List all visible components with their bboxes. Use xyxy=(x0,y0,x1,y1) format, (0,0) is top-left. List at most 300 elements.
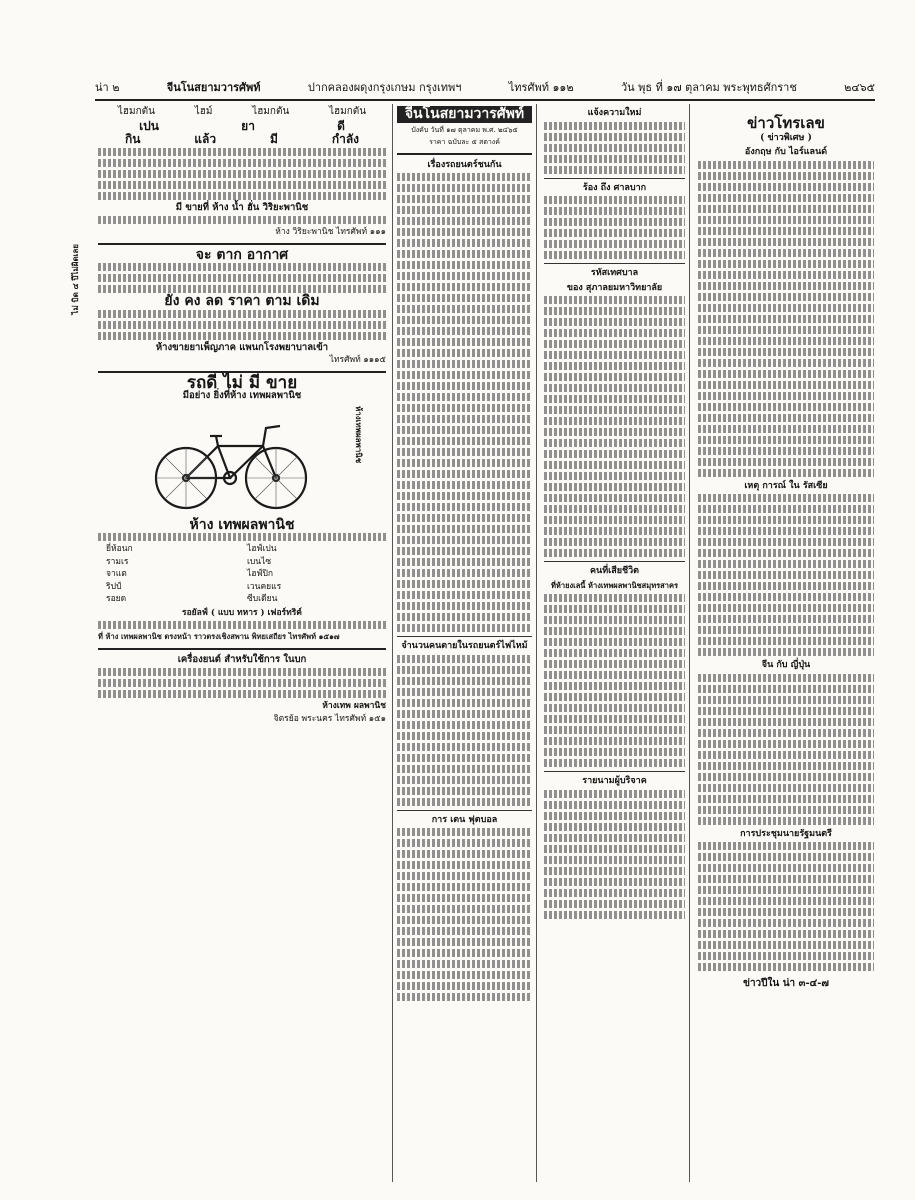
text-block xyxy=(397,754,532,762)
text-block xyxy=(98,668,386,676)
slogan-word: กิน xyxy=(124,132,141,146)
text-block xyxy=(544,144,685,152)
telegraph-news-subtitle: ( ข่าวพิเศษ ) xyxy=(760,132,812,143)
text-block xyxy=(544,660,685,668)
text-block xyxy=(544,461,685,469)
text-block xyxy=(544,218,685,226)
news-column-4 xyxy=(694,104,878,1182)
text-block xyxy=(544,483,685,491)
text-block xyxy=(544,494,685,502)
text-block xyxy=(698,381,874,389)
text-block xyxy=(397,393,532,401)
text-block xyxy=(544,801,685,809)
text-block xyxy=(698,762,874,770)
text-block xyxy=(698,817,874,825)
text-block xyxy=(544,834,685,842)
text-block xyxy=(397,655,532,663)
text-block xyxy=(544,472,685,480)
text-block xyxy=(544,616,685,624)
divider xyxy=(98,243,386,245)
text-block xyxy=(397,360,532,368)
text-block xyxy=(397,239,532,247)
text-block xyxy=(397,481,532,489)
brand-word-2: ไฮม์ xyxy=(194,106,213,117)
slogan-word: มี xyxy=(270,132,278,146)
text-block xyxy=(544,737,685,745)
text-block xyxy=(544,362,685,370)
text-block xyxy=(544,329,685,337)
text-block xyxy=(544,911,685,919)
text-block xyxy=(698,359,874,367)
text-block xyxy=(698,795,874,803)
slogan-word: เปน xyxy=(139,118,159,133)
text-block xyxy=(698,806,874,814)
slogan-row-2 xyxy=(98,134,386,145)
bicycle-ad-subheading: มีอย่าง ยิ่งที่ห้าง เทพผลพานิช xyxy=(182,390,302,401)
text-block xyxy=(397,206,532,214)
bicycle-illustration xyxy=(98,406,386,516)
text-block xyxy=(698,729,874,737)
text-block xyxy=(698,348,874,356)
text-block xyxy=(698,571,874,579)
text-block xyxy=(698,696,874,704)
text-block xyxy=(698,582,874,590)
text-block xyxy=(397,982,532,990)
shop-telephone-2: ไทรศัพท์ ๑๑๑๕ xyxy=(329,355,386,365)
text-block xyxy=(397,525,532,533)
text-block xyxy=(544,155,685,163)
text-block xyxy=(698,604,874,612)
text-block xyxy=(544,549,685,557)
issue-year: ๒๔๖๕ xyxy=(844,81,875,94)
text-block xyxy=(544,649,685,657)
divider xyxy=(544,771,685,772)
text-block xyxy=(397,547,532,555)
text-block xyxy=(98,148,386,156)
text-block xyxy=(544,122,685,130)
text-block xyxy=(544,594,685,602)
text-block xyxy=(397,294,532,302)
text-block xyxy=(544,638,685,646)
bicycle-ad-heading: รถดี ไม่ มี ขาย xyxy=(186,372,298,393)
text-block xyxy=(544,340,685,348)
shop-signature-1: ห้าง วิริยะพานิช ไทรศัพท์ ๑๑๑ xyxy=(275,227,386,237)
text-block xyxy=(397,569,532,577)
text-block xyxy=(698,194,874,202)
text-block xyxy=(698,271,874,279)
text-block xyxy=(397,305,532,313)
ads-column xyxy=(70,104,386,1182)
text-block xyxy=(98,310,386,318)
text-block xyxy=(397,228,532,236)
telegraph-news-subtitle-2: อังกฤษ กับ ไอร์แลนด์ xyxy=(744,147,828,157)
divider xyxy=(544,561,685,562)
text-block xyxy=(544,207,685,215)
text-block xyxy=(397,677,532,685)
slogan-word: ดี xyxy=(337,118,345,133)
text-block xyxy=(397,371,532,379)
text-block xyxy=(397,938,532,946)
article-heading-donors: รายนามผู้บริจาค xyxy=(582,776,647,786)
text-block xyxy=(698,425,874,433)
issue-date: วัน พุธ ที่ ๑๗ ตุลาคม พระพุทธศักราช xyxy=(620,81,797,94)
text-block xyxy=(698,538,874,546)
text-block xyxy=(397,316,532,324)
text-block xyxy=(397,415,532,423)
text-block xyxy=(544,693,685,701)
text-block xyxy=(698,952,874,960)
text-block xyxy=(397,666,532,674)
text-block xyxy=(397,349,532,357)
text-block xyxy=(698,238,874,246)
text-block xyxy=(698,205,874,213)
vertical-side-note: ไม่ บิด ๔ ปีไม่ผิดเลย xyxy=(70,244,80,315)
text-block xyxy=(544,450,685,458)
text-block xyxy=(397,459,532,467)
article-heading-car-crash: เรื่องรถยนตร์ชนกัน xyxy=(427,159,502,170)
text-block xyxy=(397,732,532,740)
text-block xyxy=(544,296,685,304)
text-block xyxy=(98,159,386,167)
text-block xyxy=(397,624,532,632)
text-block xyxy=(397,382,532,390)
article-heading-municipal: รหัสเทศบาล xyxy=(590,268,639,278)
article-heading-football: การ เตน ฟุตบอล xyxy=(431,814,498,825)
text-block xyxy=(544,715,685,723)
text-block xyxy=(698,615,874,623)
text-block xyxy=(698,505,874,513)
page-number: น่า ๒ xyxy=(95,81,120,94)
text-block xyxy=(698,773,874,781)
text-block xyxy=(544,318,685,326)
masthead-dateline: บังคับ วันที่ ๑๗ ตุลาคม พ.ศ. ๒๔๖๕ xyxy=(411,125,518,134)
text-block xyxy=(397,916,532,924)
text-block xyxy=(698,370,874,378)
text-block xyxy=(698,626,874,634)
text-block xyxy=(98,216,386,224)
text-block xyxy=(544,406,685,414)
text-block xyxy=(698,282,874,290)
text-block xyxy=(544,900,685,908)
news-column-3 xyxy=(540,104,690,1182)
text-block xyxy=(698,337,874,345)
text-block xyxy=(544,166,685,174)
text-block xyxy=(698,864,874,872)
text-block xyxy=(698,930,874,938)
text-block xyxy=(544,395,685,403)
text-block xyxy=(698,648,874,656)
article-heading-deaths: คนที่เสียชีวิต xyxy=(590,566,639,576)
article-heading-russia: เหตุ การณ์ ใน รัสเซีย xyxy=(744,480,828,491)
text-block xyxy=(397,971,532,979)
article-subheading-university: ของ สุภาลยมหาวิทยาลัย xyxy=(566,282,663,293)
slogan-word: กำลัง xyxy=(331,132,360,146)
text-block xyxy=(397,184,532,192)
text-block xyxy=(698,886,874,894)
bicycle-icon xyxy=(98,406,386,516)
brand-item: ไฮฟ์เปน xyxy=(247,544,277,554)
text-block xyxy=(397,272,532,280)
slogan-row-1 xyxy=(98,118,386,133)
text-block xyxy=(397,850,532,858)
text-block xyxy=(544,505,685,513)
text-block xyxy=(698,392,874,400)
text-block xyxy=(698,527,874,535)
brand-item: จาแต xyxy=(106,569,127,579)
ad-top-brand-row xyxy=(98,107,386,118)
text-block xyxy=(98,679,386,687)
article-subheading-deaths: ที่ห้ายงเลนี้ ห้างเทพผลพานิชสมุทรสาคร xyxy=(550,580,678,590)
text-block xyxy=(397,613,532,621)
text-block xyxy=(698,414,874,422)
text-block xyxy=(397,905,532,913)
article-heading-court: ร้อง ถึง ศาลบาก xyxy=(582,182,647,193)
text-block xyxy=(698,784,874,792)
text-block xyxy=(544,384,685,392)
text-block xyxy=(98,263,386,271)
text-block xyxy=(544,229,685,237)
text-block xyxy=(698,161,874,169)
page-header xyxy=(95,70,875,101)
text-block xyxy=(698,326,874,334)
text-block xyxy=(698,751,874,759)
text-block xyxy=(397,536,532,544)
text-block xyxy=(98,690,386,698)
text-block xyxy=(698,516,874,524)
divider xyxy=(397,810,532,811)
masthead-price: ราคา ฉบับละ ๕ สตางค์ xyxy=(429,138,500,146)
text-block xyxy=(698,897,874,905)
text-block xyxy=(544,538,685,546)
ad-heading-travel: จะ ตาก อากาศ xyxy=(195,246,289,263)
text-block xyxy=(397,404,532,412)
divider xyxy=(544,178,685,179)
brand-item: เบนไซ xyxy=(247,556,272,567)
text-block xyxy=(397,217,532,225)
brand-item: ยี่ห้อนก xyxy=(106,544,133,554)
text-block xyxy=(397,743,532,751)
text-block xyxy=(397,688,532,696)
text-block xyxy=(698,593,874,601)
text-block xyxy=(544,867,685,875)
text-block xyxy=(397,949,532,957)
engine-ad-telephone: จิตรย้อ พระนคร ไทรศัพท์ ๑๕๑ xyxy=(273,713,386,724)
text-block xyxy=(397,861,532,869)
text-block xyxy=(698,908,874,916)
text-block xyxy=(397,250,532,258)
engine-ad-signature: ห้างเทพ ผลพานิช xyxy=(322,701,386,711)
text-block xyxy=(397,872,532,880)
text-block xyxy=(544,133,685,141)
text-block xyxy=(397,173,532,181)
text-block xyxy=(698,674,874,682)
slogan-word: แล้ว xyxy=(194,132,217,146)
telephone-label: ไทรศัพท์ ๑๑๒ xyxy=(508,81,574,94)
text-block xyxy=(698,740,874,748)
bicycle-shop-contact: ที่ ห้าง เทพผลพานิช ตรงหน้า ราวตรงเชิงสพาน พิทยเสถียร ไทรศัพท์ ๑๕๑๗ xyxy=(98,632,340,641)
text-block xyxy=(698,403,874,411)
continued-note: ข่าวปีใน น่า ๓-๔-๗ xyxy=(743,978,829,989)
text-block xyxy=(397,839,532,847)
newspaper-masthead: จีนโนสยามวารศัพท์ xyxy=(397,106,532,123)
text-block xyxy=(544,726,685,734)
divider xyxy=(544,263,685,264)
text-block xyxy=(698,941,874,949)
brand-list-note: รอยัลฟ์ ( แบบ ทหาร ) เฟอร์ทริค์ xyxy=(182,607,302,618)
brand-item: เวนคยแร xyxy=(247,581,282,592)
text-block xyxy=(544,704,685,712)
text-block xyxy=(544,307,685,315)
text-block xyxy=(397,426,532,434)
brand-item: ริปป์ xyxy=(106,581,122,592)
text-block xyxy=(397,883,532,891)
brand-list xyxy=(106,544,378,605)
text-block xyxy=(544,889,685,897)
text-block xyxy=(698,436,874,444)
text-block xyxy=(698,842,874,850)
text-block xyxy=(698,919,874,927)
text-block xyxy=(397,721,532,729)
text-block xyxy=(98,274,386,282)
bicycle-shop-name: ห้าง เทพผลพานิช xyxy=(189,516,295,533)
text-block xyxy=(397,591,532,599)
text-block xyxy=(544,845,685,853)
text-block xyxy=(397,327,532,335)
section-title: จีนโนสยามวารศัพท์ xyxy=(166,81,261,94)
text-block xyxy=(98,181,386,189)
text-block xyxy=(544,251,685,259)
text-block xyxy=(544,196,685,204)
news-column-2 xyxy=(392,104,537,1182)
text-block xyxy=(544,516,685,524)
text-block xyxy=(544,878,685,886)
text-block xyxy=(544,428,685,436)
text-block xyxy=(698,183,874,191)
brand-item: รอยด xyxy=(106,594,127,604)
article-heading-fire: จำนวนคนตายในรถยนตร์ไฟไหม้ xyxy=(401,641,528,651)
text-block xyxy=(397,894,532,902)
text-block xyxy=(544,671,685,679)
telegraph-news-masthead: ข่าวโทรเลข xyxy=(747,114,825,132)
text-block xyxy=(544,439,685,447)
text-block xyxy=(698,172,874,180)
text-block xyxy=(397,765,532,773)
text-block xyxy=(698,315,874,323)
text-block xyxy=(698,227,874,235)
text-block xyxy=(98,170,386,178)
text-block xyxy=(397,492,532,500)
text-block xyxy=(544,240,685,248)
text-block xyxy=(397,787,532,795)
text-block xyxy=(698,875,874,883)
text-block xyxy=(698,560,874,568)
ad-heading-price: ยัง คง ลด ราคา ตาม เดิม xyxy=(164,293,320,309)
text-block xyxy=(397,798,532,806)
text-block xyxy=(698,304,874,312)
text-block xyxy=(544,759,685,767)
text-block xyxy=(397,710,532,718)
text-block xyxy=(397,927,532,935)
text-block xyxy=(397,470,532,478)
text-block xyxy=(397,338,532,346)
text-block xyxy=(544,417,685,425)
brand-item: รามเร xyxy=(106,556,129,567)
text-block xyxy=(397,602,532,610)
text-block xyxy=(397,448,532,456)
text-block xyxy=(698,685,874,693)
brand-word-1: ไฮมกตัน xyxy=(117,106,155,117)
print-location: ปากคลองผดุงกรุงเกษม กรุงเทพฯ xyxy=(307,81,462,94)
brand-item: ไฮฟ์ปิก xyxy=(247,569,274,579)
article-heading-notice: แจ้งความใหม่ xyxy=(587,108,642,118)
text-block xyxy=(544,351,685,359)
text-block xyxy=(698,458,874,466)
divider xyxy=(98,648,386,650)
text-block xyxy=(397,960,532,968)
text-block xyxy=(544,527,685,535)
slogan-word: ยา xyxy=(241,118,255,133)
text-block xyxy=(698,549,874,557)
text-block xyxy=(397,283,532,291)
text-block xyxy=(397,558,532,566)
text-block xyxy=(397,580,532,588)
text-block xyxy=(397,503,532,511)
text-block xyxy=(544,823,685,831)
article-heading-cabinet: การประชุมนายรัฐมนตรี xyxy=(740,828,832,839)
text-block xyxy=(698,963,874,971)
shop-line-2: ห้างขายยาเพ็ญภาค แพนกโรงพยาบาลเข้า xyxy=(155,341,329,353)
bicycle-side-label: ห้างเทพผลพานิช xyxy=(354,405,364,463)
text-block xyxy=(698,249,874,257)
text-block xyxy=(698,293,874,301)
text-block xyxy=(544,812,685,820)
brand-item: ซีบเดียน xyxy=(247,594,278,604)
text-block xyxy=(544,682,685,690)
brand-word-3: ไฮมกตัน xyxy=(252,106,290,117)
text-block xyxy=(397,195,532,203)
text-block xyxy=(397,828,532,836)
divider xyxy=(397,636,532,637)
text-block xyxy=(544,790,685,798)
text-block xyxy=(98,621,386,629)
text-block xyxy=(397,993,532,1001)
text-block xyxy=(544,373,685,381)
text-block xyxy=(544,856,685,864)
text-block xyxy=(698,707,874,715)
text-block xyxy=(98,192,386,200)
text-block xyxy=(397,776,532,784)
text-block xyxy=(544,605,685,613)
text-block xyxy=(98,533,386,541)
text-block xyxy=(698,718,874,726)
article-heading-china-japan: จีน กับ ญี่ปุ่น xyxy=(761,660,811,670)
text-block xyxy=(397,437,532,445)
text-block xyxy=(544,748,685,756)
text-block xyxy=(698,447,874,455)
text-block xyxy=(397,699,532,707)
text-block xyxy=(698,216,874,224)
text-block xyxy=(397,514,532,522)
text-block xyxy=(698,469,874,477)
text-block xyxy=(698,494,874,502)
brand-word-4: ไฮมกตัน xyxy=(329,106,367,117)
text-block xyxy=(98,285,386,293)
divider xyxy=(397,153,532,155)
text-block xyxy=(698,853,874,861)
text-block xyxy=(698,637,874,645)
text-block xyxy=(544,627,685,635)
text-block xyxy=(698,260,874,268)
